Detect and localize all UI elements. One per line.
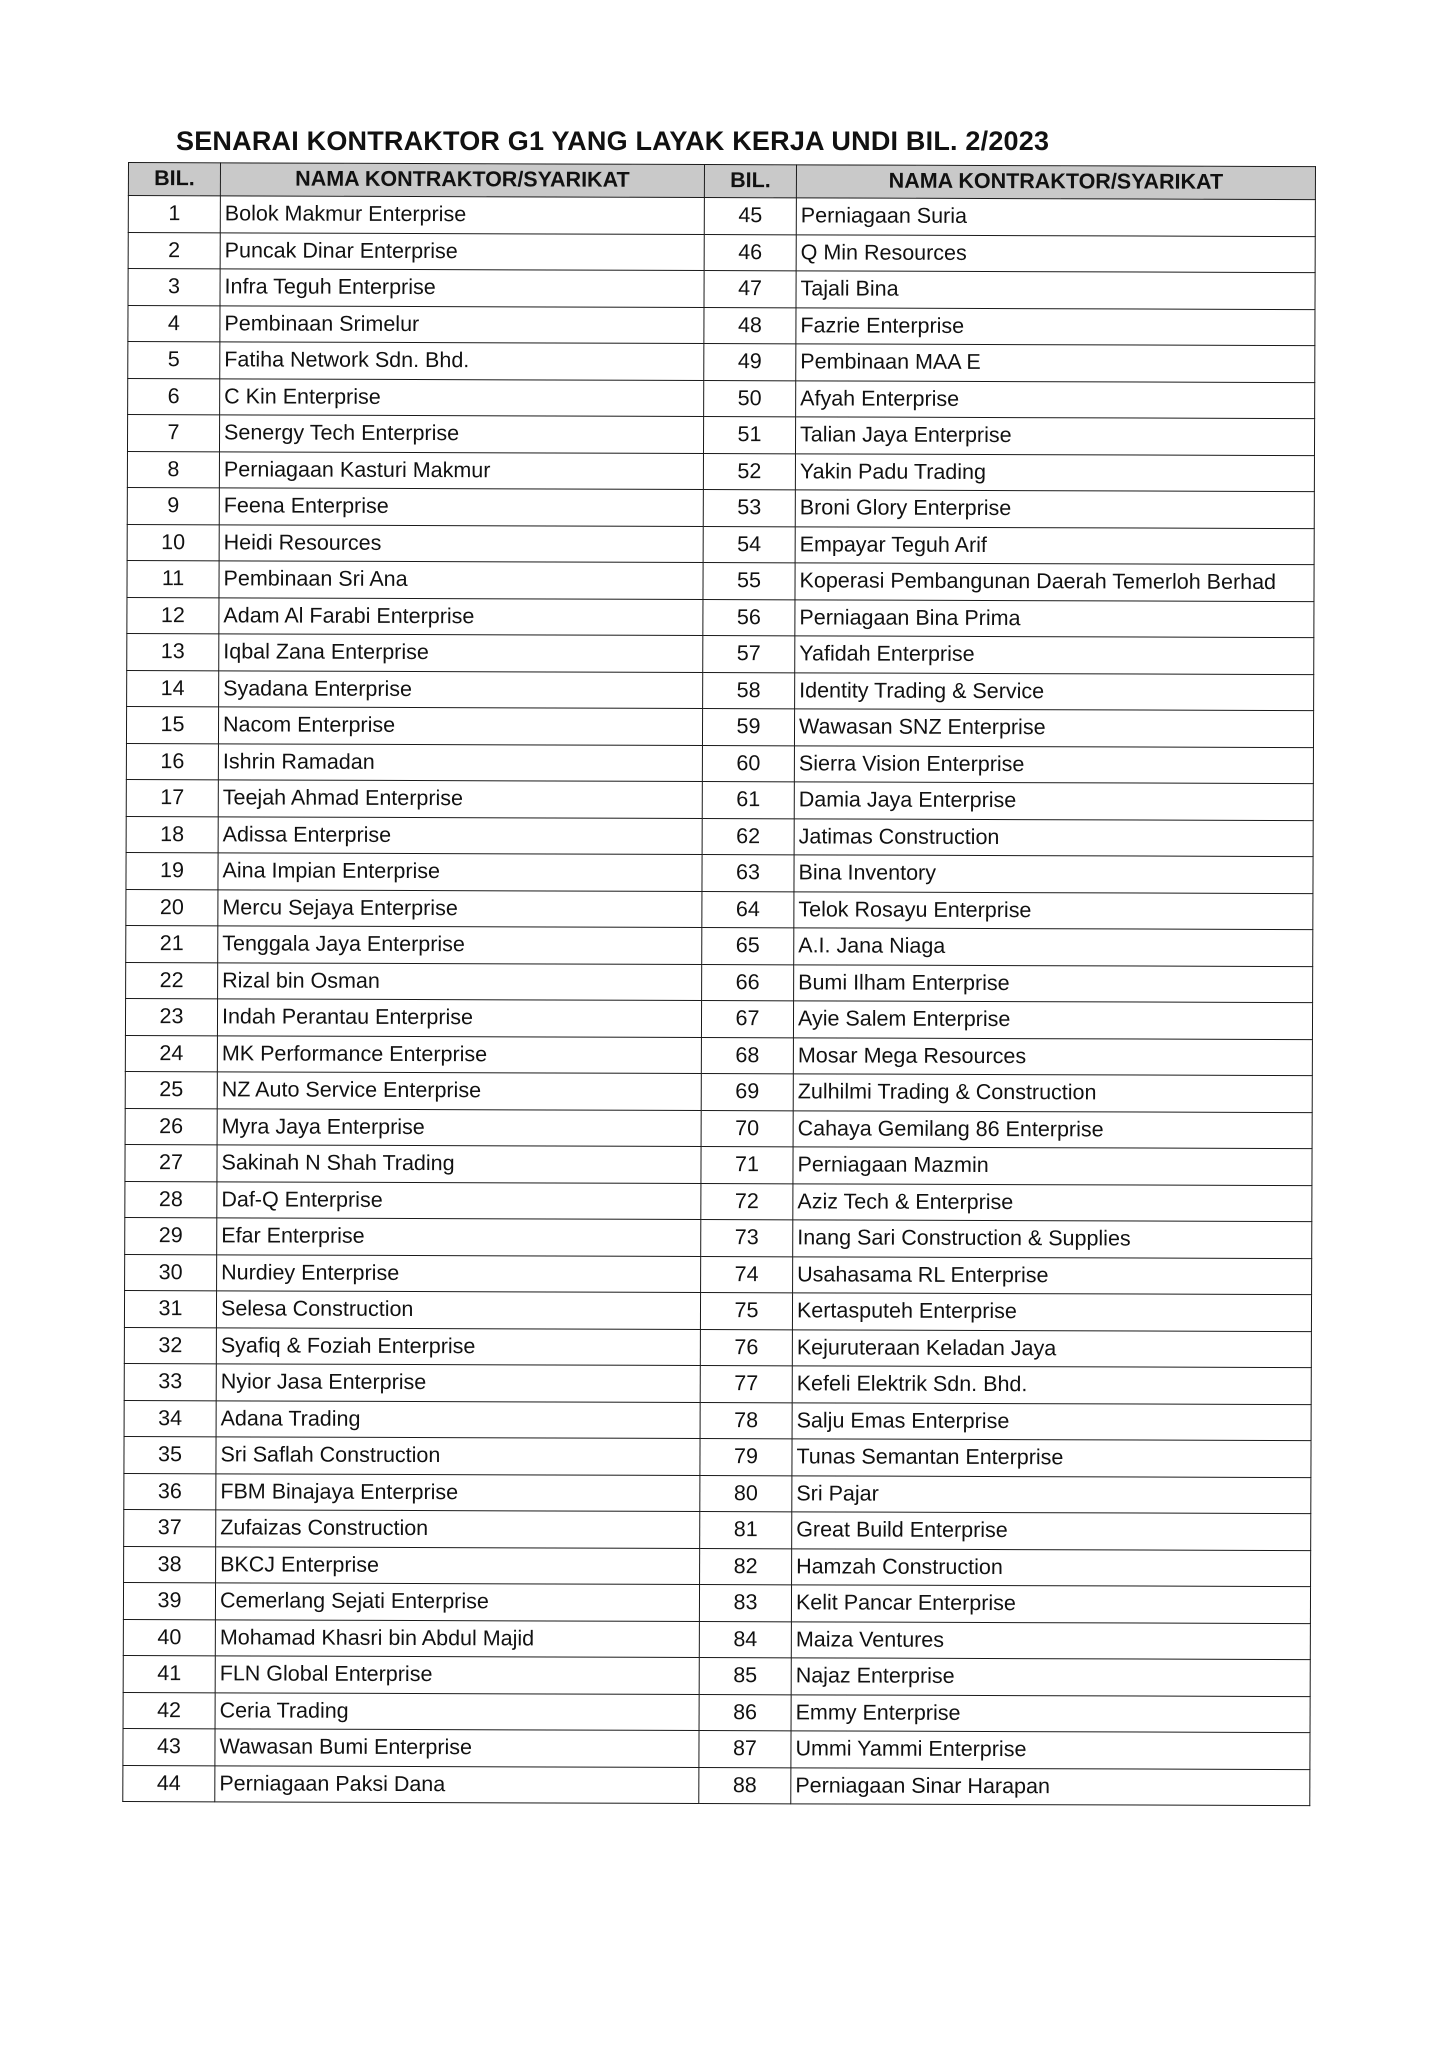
header-bil-right: BIL. [704, 165, 796, 198]
right-number-cell: 45 [704, 198, 796, 235]
right-contractor-name-cell: Sri Pajar [792, 1475, 1311, 1513]
right-number-cell: 47 [704, 271, 796, 308]
table-row [128, 232, 1315, 273]
right-number-cell: 87 [699, 1731, 791, 1768]
left-contractor-name-cell: FLN Global Enterprise [215, 1656, 699, 1694]
right-contractor-name-cell: Emmy Enterprise [791, 1694, 1310, 1732]
right-number-cell: 50 [704, 380, 796, 417]
right-contractor-name-cell: Damia Jaya Enterprise [794, 782, 1313, 820]
left-number-cell: 23 [125, 998, 217, 1035]
page-title: SENARAI KONTRAKTOR G1 YANG LAYAK KERJA UNDI BIL. 2/2023 [176, 126, 1050, 156]
right-contractor-name-cell: Telok Rosayu Enterprise [794, 891, 1313, 929]
left-number-cell: 25 [125, 1071, 217, 1108]
left-number-cell: 44 [123, 1765, 215, 1802]
right-contractor-name-cell: Perniagaan Bina Prima [795, 599, 1314, 637]
left-number-cell: 8 [127, 451, 219, 488]
left-contractor-name-cell: Ceria Trading [215, 1692, 699, 1730]
left-contractor-name-cell: Sri Saflah Construction [216, 1437, 700, 1475]
left-contractor-name-cell: Senergy Tech Enterprise [219, 415, 703, 453]
left-number-cell: 15 [126, 706, 218, 743]
right-number-cell: 65 [702, 928, 794, 965]
table-row [128, 269, 1315, 310]
right-contractor-name-cell: Great Build Enterprise [792, 1512, 1311, 1550]
left-number-cell: 9 [127, 487, 219, 524]
table-row [127, 633, 1314, 674]
table-row [124, 1546, 1311, 1587]
right-number-cell: 76 [700, 1329, 792, 1366]
table-row [124, 1473, 1311, 1514]
left-contractor-name-cell: Daf-Q Enterprise [217, 1181, 701, 1219]
left-number-cell: 39 [123, 1582, 215, 1619]
left-contractor-name-cell: Mercu Sejaya Enterprise [218, 889, 702, 927]
left-number-cell: 41 [123, 1655, 215, 1692]
right-contractor-name-cell: Perniagaan Mazmin [793, 1147, 1312, 1185]
left-contractor-name-cell: MK Performance Enterprise [217, 1035, 701, 1073]
right-number-cell: 78 [700, 1402, 792, 1439]
right-number-cell: 53 [703, 490, 795, 527]
left-contractor-name-cell: Nurdiey Enterprise [217, 1254, 701, 1292]
right-number-cell: 57 [703, 636, 795, 673]
left-number-cell: 32 [124, 1327, 216, 1364]
left-contractor-name-cell: Nyior Jasa Enterprise [216, 1364, 700, 1402]
right-contractor-name-cell: Jatimas Construction [794, 818, 1313, 856]
right-contractor-name-cell: Zulhilmi Trading & Construction [793, 1074, 1312, 1112]
left-number-cell: 40 [123, 1619, 215, 1656]
right-number-cell: 70 [701, 1110, 793, 1147]
table-row [126, 743, 1313, 784]
table-row [125, 1108, 1312, 1149]
left-number-cell: 34 [124, 1400, 216, 1437]
left-number-cell: 12 [127, 597, 219, 634]
right-number-cell: 71 [701, 1147, 793, 1184]
left-contractor-name-cell: Ishrin Ramadan [218, 743, 702, 781]
left-contractor-name-cell: Fatiha Network Sdn. Bhd. [220, 342, 704, 380]
table-row [126, 962, 1313, 1003]
right-number-cell: 73 [701, 1220, 793, 1257]
left-number-cell: 6 [128, 378, 220, 415]
right-contractor-name-cell: Sierra Vision Enterprise [794, 745, 1313, 783]
right-number-cell: 68 [701, 1037, 793, 1074]
right-number-cell: 83 [699, 1585, 791, 1622]
table-row [123, 1619, 1310, 1660]
right-number-cell: 67 [701, 1001, 793, 1038]
table-row [128, 196, 1315, 237]
right-number-cell: 66 [702, 964, 794, 1001]
table-row [128, 305, 1315, 346]
table-row [127, 597, 1314, 638]
left-contractor-name-cell: Adana Trading [216, 1400, 700, 1438]
left-contractor-name-cell: Perniagaan Paksi Dana [215, 1765, 699, 1803]
right-number-cell: 59 [702, 709, 794, 746]
left-number-cell: 2 [128, 232, 220, 269]
table-row [127, 524, 1314, 565]
table-row [126, 816, 1313, 857]
right-contractor-name-cell: Maiza Ventures [791, 1621, 1310, 1659]
right-contractor-name-cell: Mosar Mega Resources [793, 1037, 1312, 1075]
table-row [123, 1728, 1310, 1769]
right-number-cell: 58 [703, 672, 795, 709]
right-contractor-name-cell: Kelit Pancar Enterprise [791, 1585, 1310, 1623]
left-number-cell: 30 [125, 1254, 217, 1291]
left-contractor-name-cell: Feena Enterprise [219, 488, 703, 526]
left-contractor-name-cell: Bolok Makmur Enterprise [220, 196, 704, 234]
left-number-cell: 19 [126, 852, 218, 889]
right-contractor-name-cell: Kejuruteraan Keladan Jaya [792, 1329, 1311, 1367]
left-number-cell: 24 [125, 1035, 217, 1072]
right-number-cell: 79 [700, 1439, 792, 1476]
right-number-cell: 86 [699, 1694, 791, 1731]
left-number-cell: 33 [124, 1363, 216, 1400]
left-number-cell: 42 [123, 1692, 215, 1729]
right-number-cell: 80 [700, 1475, 792, 1512]
table-row [124, 1327, 1311, 1368]
right-number-cell: 64 [702, 891, 794, 928]
right-contractor-name-cell: Fazrie Enterprise [796, 307, 1315, 345]
right-contractor-name-cell: Tunas Semantan Enterprise [792, 1439, 1311, 1477]
table-row [126, 889, 1313, 930]
right-number-cell: 88 [699, 1767, 791, 1804]
left-number-cell: 20 [126, 889, 218, 926]
table-row [126, 706, 1313, 747]
left-contractor-name-cell: Syafiq & Foziah Enterprise [216, 1327, 700, 1365]
left-contractor-name-cell: Iqbal Zana Enterprise [219, 634, 703, 672]
right-number-cell: 77 [700, 1366, 792, 1403]
right-contractor-name-cell: Cahaya Gemilang 86 Enterprise [793, 1110, 1312, 1148]
table-row [125, 1144, 1312, 1185]
left-contractor-name-cell: Cemerlang Sejati Enterprise [215, 1583, 699, 1621]
table-row [128, 378, 1315, 419]
left-number-cell: 35 [124, 1436, 216, 1473]
left-number-cell: 31 [124, 1290, 216, 1327]
left-contractor-name-cell: Puncak Dinar Enterprise [220, 232, 704, 270]
right-contractor-name-cell: Perniagaan Sinar Harapan [791, 1767, 1310, 1805]
left-number-cell: 27 [125, 1144, 217, 1181]
table-row [123, 1655, 1310, 1696]
right-contractor-name-cell: Ummi Yammi Enterprise [791, 1731, 1310, 1769]
left-contractor-name-cell: Teejah Ahmad Enterprise [218, 780, 702, 818]
left-contractor-name-cell: Aina Impian Enterprise [218, 853, 702, 891]
right-number-cell: 54 [703, 526, 795, 563]
table-row [125, 1181, 1312, 1222]
left-number-cell: 11 [127, 560, 219, 597]
left-number-cell: 16 [126, 743, 218, 780]
table-row [123, 1765, 1310, 1806]
left-number-cell: 18 [126, 816, 218, 853]
table-row [123, 1582, 1310, 1623]
right-contractor-name-cell: Salju Emas Enterprise [792, 1402, 1311, 1440]
right-number-cell: 52 [703, 453, 795, 490]
table-row [124, 1363, 1311, 1404]
right-number-cell: 56 [703, 599, 795, 636]
right-number-cell: 63 [702, 855, 794, 892]
left-contractor-name-cell: Infra Teguh Enterprise [220, 269, 704, 307]
right-contractor-name-cell: Inang Sari Construction & Supplies [793, 1220, 1312, 1258]
left-contractor-name-cell: NZ Auto Service Enterprise [217, 1072, 701, 1110]
right-contractor-name-cell: Identity Trading & Service [795, 672, 1314, 710]
left-number-cell: 36 [124, 1473, 216, 1510]
table-row [125, 1254, 1312, 1295]
right-contractor-name-cell: Yakin Padu Trading [795, 453, 1314, 491]
left-contractor-name-cell: Mohamad Khasri bin Abdul Majid [215, 1619, 699, 1657]
right-number-cell: 46 [704, 234, 796, 271]
right-number-cell: 69 [701, 1074, 793, 1111]
right-number-cell: 62 [702, 818, 794, 855]
left-contractor-name-cell: Myra Jaya Enterprise [217, 1108, 701, 1146]
right-contractor-name-cell: Tajali Bina [796, 271, 1315, 309]
right-contractor-name-cell: Kertasputeh Enterprise [792, 1293, 1311, 1331]
left-number-cell: 21 [126, 925, 218, 962]
left-number-cell: 28 [125, 1181, 217, 1218]
left-contractor-name-cell: Pembinaan Sri Ana [219, 561, 703, 599]
left-contractor-name-cell: Rizal bin Osman [218, 962, 702, 1000]
right-contractor-name-cell: Broni Glory Enterprise [795, 490, 1314, 528]
right-number-cell: 55 [703, 563, 795, 600]
left-number-cell: 4 [128, 305, 220, 342]
table-row [128, 342, 1315, 383]
right-number-cell: 82 [700, 1548, 792, 1585]
left-contractor-name-cell: Wawasan Bumi Enterprise [215, 1729, 699, 1767]
left-contractor-name-cell: Tenggala Jaya Enterprise [218, 926, 702, 964]
left-number-cell: 3 [128, 269, 220, 306]
right-contractor-name-cell: Bina Inventory [794, 855, 1313, 893]
table-row [124, 1436, 1311, 1477]
left-contractor-name-cell: Adam Al Farabi Enterprise [219, 597, 703, 635]
left-contractor-name-cell: Perniagaan Kasturi Makmur [219, 451, 703, 489]
table-header-row [128, 163, 1315, 200]
right-number-cell: 84 [699, 1621, 791, 1658]
left-number-cell: 7 [127, 415, 219, 452]
right-contractor-name-cell: Yafidah Enterprise [795, 636, 1314, 674]
left-contractor-name-cell: Syadana Enterprise [219, 670, 703, 708]
left-number-cell: 22 [126, 962, 218, 999]
right-number-cell: 51 [703, 417, 795, 454]
right-contractor-name-cell: Hamzah Construction [792, 1548, 1311, 1586]
header-bil-left: BIL. [128, 163, 220, 196]
left-contractor-name-cell: Heidi Resources [219, 524, 703, 562]
header-name-left: NAMA KONTRAKTOR/SYARIKAT [220, 163, 704, 198]
left-contractor-name-cell: Efar Enterprise [217, 1218, 701, 1256]
right-contractor-name-cell: Aziz Tech & Enterprise [793, 1183, 1312, 1221]
right-number-cell: 74 [701, 1256, 793, 1293]
right-number-cell: 60 [702, 745, 794, 782]
right-contractor-name-cell: Q Min Resources [796, 234, 1315, 272]
table-row [126, 779, 1313, 820]
right-contractor-name-cell: A.I. Jana Niaga [794, 928, 1313, 966]
right-number-cell: 85 [699, 1658, 791, 1695]
right-number-cell: 81 [700, 1512, 792, 1549]
right-contractor-name-cell: Afyah Enterprise [796, 380, 1315, 418]
table-row [123, 1692, 1310, 1733]
right-contractor-name-cell: Empayar Teguh Arif [795, 526, 1314, 564]
left-number-cell: 38 [124, 1546, 216, 1583]
table-body [123, 196, 1316, 1806]
table-row [127, 451, 1314, 492]
right-number-cell: 75 [700, 1293, 792, 1330]
table-row [127, 670, 1314, 711]
left-number-cell: 43 [123, 1728, 215, 1765]
left-number-cell: 37 [124, 1509, 216, 1546]
left-number-cell: 17 [126, 779, 218, 816]
right-contractor-name-cell: Bumi Ilham Enterprise [794, 964, 1313, 1002]
table-row [126, 925, 1313, 966]
left-contractor-name-cell: C Kin Enterprise [220, 378, 704, 416]
left-contractor-name-cell: Sakinah N Shah Trading [217, 1145, 701, 1183]
table-row [125, 1035, 1312, 1076]
right-contractor-name-cell: Talian Jaya Enterprise [795, 417, 1314, 455]
right-contractor-name-cell: Perniagaan Suria [796, 198, 1315, 236]
table-row [124, 1290, 1311, 1331]
table-row [127, 487, 1314, 528]
right-contractor-name-cell: Ayie Salem Enterprise [793, 1001, 1312, 1039]
left-contractor-name-cell: Selesa Construction [216, 1291, 700, 1329]
right-number-cell: 61 [702, 782, 794, 819]
table-row [127, 560, 1314, 601]
left-number-cell: 5 [128, 342, 220, 379]
left-number-cell: 14 [127, 670, 219, 707]
table-row [125, 1217, 1312, 1258]
table-row [125, 998, 1312, 1039]
right-contractor-name-cell: Usahasama RL Enterprise [793, 1256, 1312, 1294]
left-contractor-name-cell: Pembinaan Srimelur [220, 305, 704, 343]
left-contractor-name-cell: FBM Binajaya Enterprise [216, 1473, 700, 1511]
left-number-cell: 13 [127, 633, 219, 670]
table-row [127, 415, 1314, 456]
header-name-right: NAMA KONTRAKTOR/SYARIKAT [796, 165, 1315, 200]
left-contractor-name-cell: Nacom Enterprise [218, 707, 702, 745]
left-number-cell: 1 [128, 196, 220, 233]
right-contractor-name-cell: Wawasan SNZ Enterprise [794, 709, 1313, 747]
table-row [124, 1400, 1311, 1441]
table-row [126, 852, 1313, 893]
right-number-cell: 49 [704, 344, 796, 381]
left-number-cell: 26 [125, 1108, 217, 1145]
left-number-cell: 29 [125, 1217, 217, 1254]
left-contractor-name-cell: Zufaizas Construction [216, 1510, 700, 1548]
right-contractor-name-cell: Najaz Enterprise [791, 1658, 1310, 1696]
contractor-table [122, 162, 1316, 1806]
left-contractor-name-cell: Adissa Enterprise [218, 816, 702, 854]
table-row [124, 1509, 1311, 1550]
left-contractor-name-cell: Indah Perantau Enterprise [217, 999, 701, 1037]
right-contractor-name-cell: Koperasi Pembangunan Daerah Temerloh Berhad [795, 563, 1314, 601]
right-contractor-name-cell: Kefeli Elektrik Sdn. Bhd. [792, 1366, 1311, 1404]
right-number-cell: 72 [701, 1183, 793, 1220]
left-number-cell: 10 [127, 524, 219, 561]
right-contractor-name-cell: Pembinaan MAA E [796, 344, 1315, 382]
table-row [125, 1071, 1312, 1112]
right-number-cell: 48 [704, 307, 796, 344]
left-contractor-name-cell: BKCJ Enterprise [216, 1546, 700, 1584]
